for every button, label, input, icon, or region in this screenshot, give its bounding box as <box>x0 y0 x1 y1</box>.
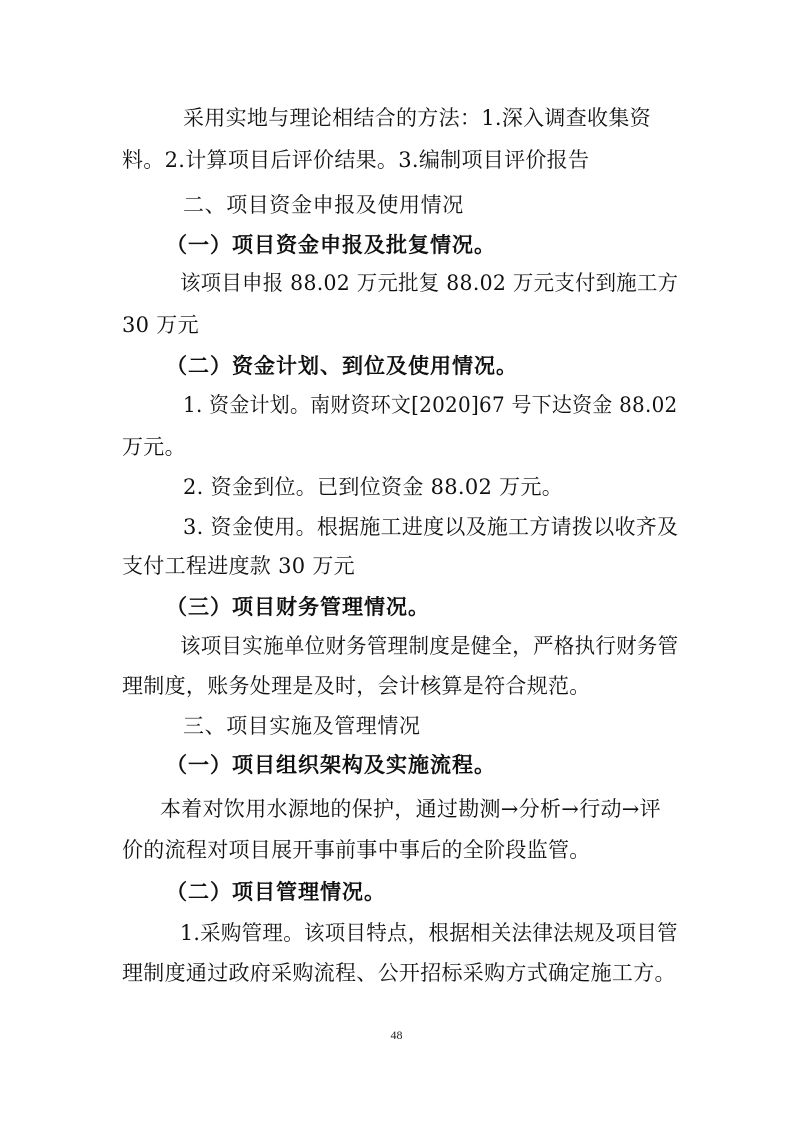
subheading-funding-plan: （二）资金计划、到位及使用情况。 <box>166 354 518 378</box>
section-heading-funding: 二、项目资金申报及使用情况 <box>183 193 464 217</box>
paragraph-procurement-line-2: 理制度通过政府采购流程、公开招标采购方式确定施工方。 <box>122 961 676 985</box>
subheading-funding-application: （一）项目资金申报及批复情况。 <box>166 233 496 257</box>
page-number: 48 <box>390 1028 403 1042</box>
paragraph-organization-line-1: 本着对饮用水源地的保护，通过勘测→分析→行动→评 <box>160 797 661 821</box>
subheading-organization: （一）项目组织架构及实施流程。 <box>166 753 496 777</box>
paragraph-funds-arrived: 2. 资金到位。已到位资金 88.02 万元。 <box>183 475 564 499</box>
paragraph-plan-line-1: 1. 资金计划。南财资环文[2020]67 号下达资金 88.02 <box>183 393 678 417</box>
subheading-financial-management: （三）项目财务管理情况。 <box>166 595 430 619</box>
paragraph-application-line-2: 30 万元 <box>122 313 199 337</box>
paragraph-organization-line-2: 价的流程对项目展开事前事中事后的全阶段监管。 <box>122 838 591 862</box>
paragraph-method-line-1: 采用实地与理论相结合的方法：1.深入调查收集资 <box>183 106 651 130</box>
paragraph-procurement-line-1: 1.采购管理。该项目特点，根据相关法律法规及项目管 <box>180 921 678 945</box>
paragraph-plan-line-2: 万元。 <box>122 435 186 459</box>
paragraph-method-line-2: 料。2.计算项目后评价结果。3.编制项目评价报告 <box>122 148 590 172</box>
paragraph-financial-line-1: 该项目实施单位财务管理制度是健全，严格执行财务管 <box>180 634 679 658</box>
section-heading-implementation: 三、项目实施及管理情况 <box>183 714 421 738</box>
paragraph-application-line-1: 该项目申报 88.02 万元批复 88.02 万元支付到施工方 <box>180 271 679 295</box>
paragraph-financial-line-2: 理制度，账务处理是及时，会计核算是符合规范。 <box>122 674 591 698</box>
paragraph-funds-use-line-2: 支付工程进度款 30 万元 <box>122 554 355 578</box>
subheading-project-management: （二）项目管理情况。 <box>166 880 386 904</box>
paragraph-funds-use-line-1: 3. 资金使用。根据施工进度以及施工方请拨以收齐及 <box>183 515 679 539</box>
